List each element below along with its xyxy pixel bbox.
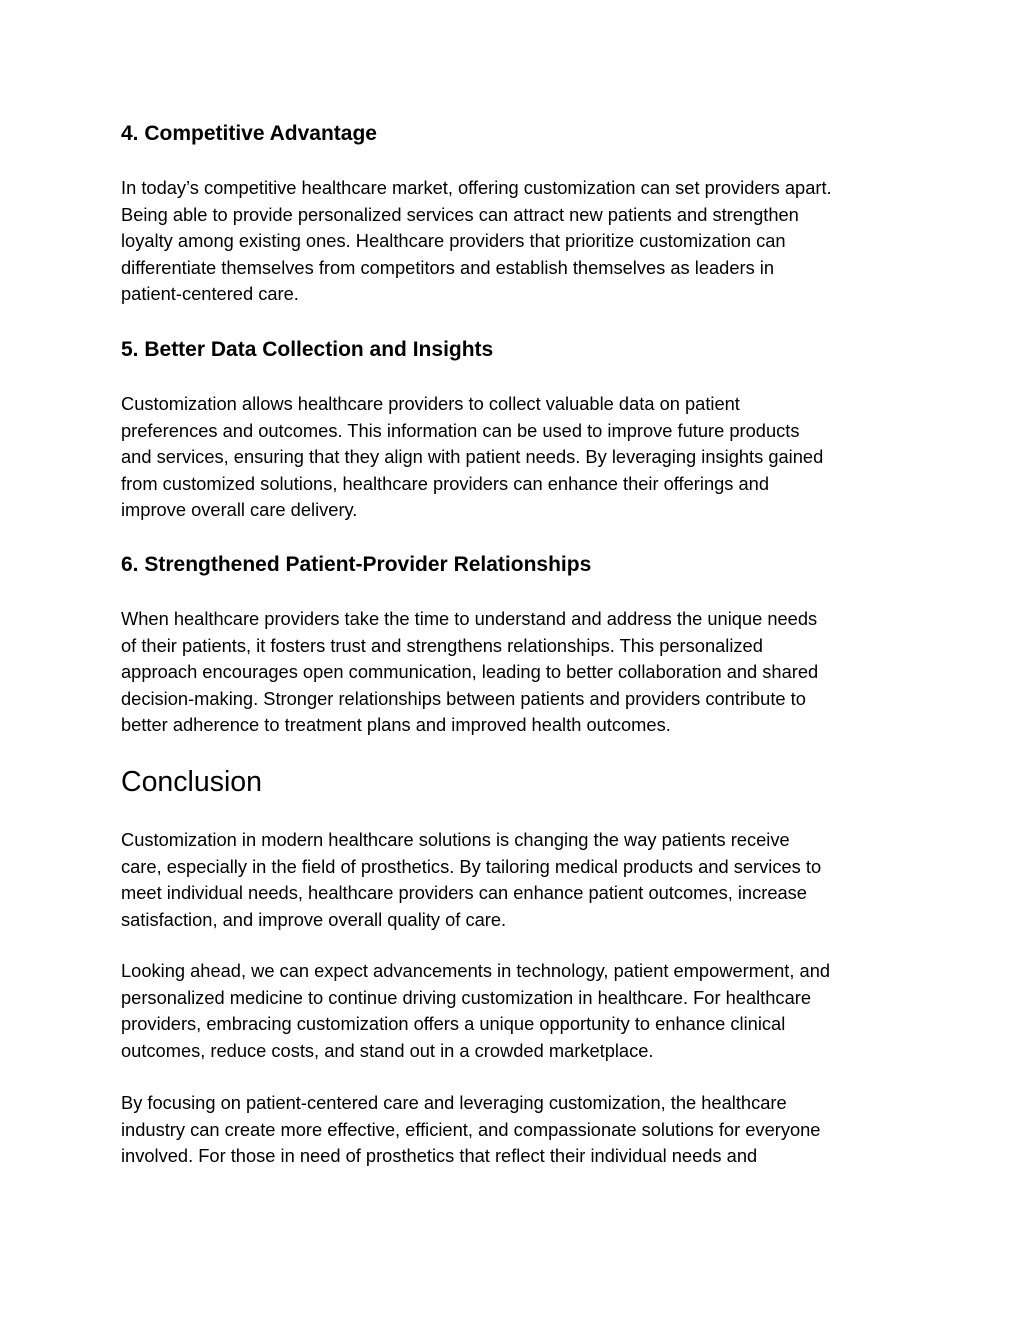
text-line: loyalty among existing ones. Healthcare providers that prioritize customization can — [121, 230, 786, 251]
text-line: decision-making. Stronger relationships between patients and providers contribute to — [121, 687, 806, 709]
section-heading-competitive-advantage: 4. Competitive Advantage — [121, 122, 377, 145]
section-heading-data-collection: 5. Better Data Collection and Insights — [121, 338, 494, 361]
text-line: preferences and outcomes. This information can be used to improve future products — [121, 419, 800, 441]
paragraph-relationships — [121, 606, 911, 739]
section-heading-relationships: 6. Strengthened Patient-Provider Relationships — [121, 553, 592, 576]
text-line: providers, embracing customization offers a unique opportunity to enhance clinical — [121, 1013, 786, 1034]
text-line: differentiate themselves from competitors and establish themselves as leaders in — [121, 256, 775, 278]
text-line: of their patients, it fosters trust and strengthens relationships. This personalized — [121, 634, 763, 656]
text-line: improve overall care delivery. — [121, 499, 358, 520]
text-line: personalized medicine to continue driving customization in healthcare. For healthcare — [121, 986, 811, 1008]
text-line: outcomes, reduce costs, and stand out in a crowded marketplace. — [121, 1039, 654, 1061]
text-line: By focusing on patient-centered care and leveraging customization, the healthcare — [121, 1092, 787, 1113]
text-line: and services, ensuring that they align with patient needs. By leveraging insights gained — [121, 446, 824, 467]
conclusion-paragraph-1 — [121, 827, 911, 933]
text-line: meet individual needs, healthcare providers can enhance patient outcomes, increase — [121, 882, 807, 903]
text-line: from customized solutions, healthcare providers can enhance their offerings and — [121, 472, 769, 494]
text-line: patient-centered care. — [121, 283, 299, 304]
text-line: care, especially in the field of prosthetics. By tailoring medical products and services to — [121, 855, 822, 877]
text-line: Being able to provide personalized services can attract new patients and strengthen — [121, 203, 799, 225]
conclusion-paragraph-2 — [121, 958, 911, 1064]
conclusion-paragraph-3 — [121, 1090, 911, 1170]
paragraph-data-collection — [121, 391, 911, 524]
text-line: In today’s competitive healthcare market, offering customization can set providers apart. — [121, 177, 832, 198]
conclusion-heading: Conclusion — [121, 766, 262, 798]
text-line: better adherence to treatment plans and improved health outcomes. — [121, 714, 671, 735]
text-line: approach encourages open communication, leading to better collaboration and shared — [121, 661, 819, 682]
text-line: involved. For those in need of prosthetics that reflect their individual needs and — [121, 1145, 758, 1166]
text-line: When healthcare providers take the time to understand and address the unique needs — [121, 608, 818, 629]
paragraph-competitive-advantage — [121, 175, 911, 308]
text-line: Customization allows healthcare providers to collect valuable data on patient — [121, 393, 740, 414]
text-line: Looking ahead, we can expect advancements in technology, patient empowerment, and — [121, 960, 831, 981]
text-line: industry can create more effective, efficient, and compassionate solutions for everyone — [121, 1118, 821, 1140]
text-line: Customization in modern healthcare solutions is changing the way patients receive — [121, 829, 790, 850]
text-line: satisfaction, and improve overall quality of care. — [121, 908, 507, 930]
